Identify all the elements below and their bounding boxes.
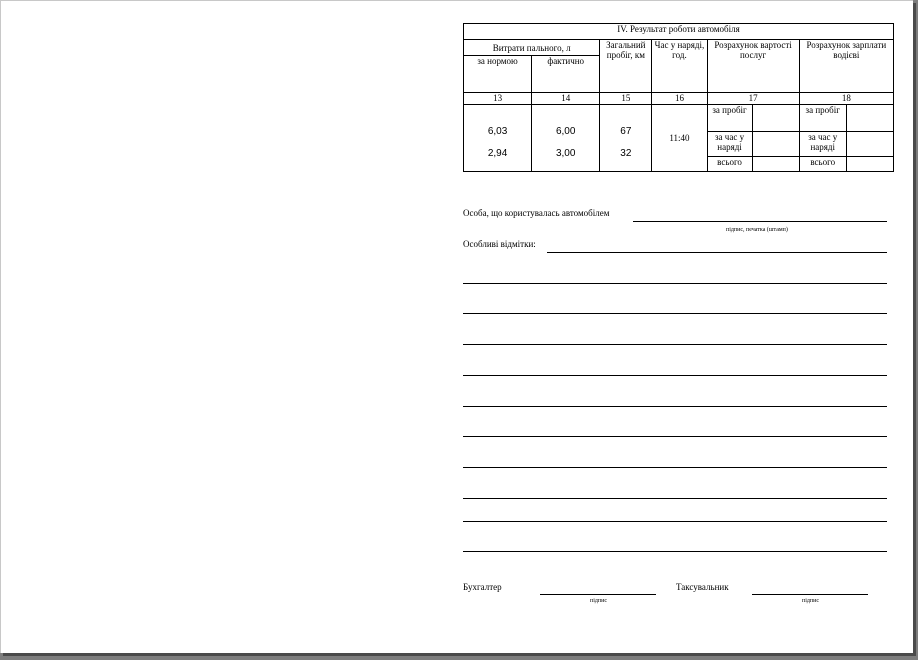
notes-line [463,467,887,468]
col-number-13: 13 [464,93,532,105]
cost-time-value [752,132,799,157]
taxer-label: Таксувальник [676,582,729,592]
mileage-header: Загальний пробіг, км [600,40,652,93]
notes-line [463,375,887,376]
col-number-15: 15 [600,93,652,105]
user-label: Особа, що користувалась автомобілем [463,208,610,218]
user-caption: підпис, печатка (штамп) [726,227,788,233]
cost-mileage-value [752,105,799,132]
section-title: IV. Результат роботи автомобіля [464,24,894,40]
notes-line [463,283,887,284]
cost-mileage-label: за пробіг [707,105,752,132]
fuel-norm-value-1: 6,03 [487,126,508,137]
salary-mileage-label: за пробіг [799,105,846,132]
accountant-caption: підпис [590,598,608,604]
notes-label: Особливі відмітки: [463,239,536,249]
salary-header: Розрахунок зарплати водієві [799,40,893,93]
notes-line-first [547,252,887,253]
accountant-label: Бухгалтер [463,582,502,592]
fuel-actual-header: фактично [532,56,600,93]
col-number-14: 14 [532,93,600,105]
taxer-caption: підпис [802,598,820,604]
col-number-16: 16 [652,93,707,105]
mileage-value-2: 32 [620,148,632,159]
col-number-18: 18 [799,93,893,105]
vehicle-results-table [463,23,894,172]
mileage-cell [600,105,652,172]
notes-line [463,521,887,522]
notes-line [463,344,887,345]
fuel-norm-cell [464,105,532,172]
notes-line [463,406,887,407]
salary-time-label: за час у наряді [799,132,846,157]
fuel-actual-value-1: 6,00 [555,126,576,137]
taxer-signature-line [752,594,868,595]
col-number-17: 17 [707,93,799,105]
salary-mileage-value [846,105,893,132]
notes-line [463,436,887,437]
fuel-actual-value-2: 3,00 [555,148,576,159]
fuel-actual-cell [532,105,600,172]
cost-header: Розрахунок вартості послуг [707,40,799,93]
time-header: Час у наряді, год. [652,40,707,93]
cost-time-label: за час у наряді [707,132,752,157]
accountant-signature-line [540,594,656,595]
salary-time-value [846,132,893,157]
cost-total-label: всього [707,157,752,172]
cost-total-value [752,157,799,172]
fuel-norm-header: за нормою [464,56,532,93]
user-signature-line [633,221,887,222]
fuel-header: Витрати пального, л [464,40,600,56]
notes-line [463,551,887,552]
notes-line [463,313,887,314]
salary-total-label: всього [799,157,846,172]
mileage-value-1: 67 [620,126,632,137]
notes-line [463,498,887,499]
salary-total-value [846,157,893,172]
time-value: 11:40 [652,105,707,172]
fuel-norm-value-2: 2,94 [487,148,508,159]
